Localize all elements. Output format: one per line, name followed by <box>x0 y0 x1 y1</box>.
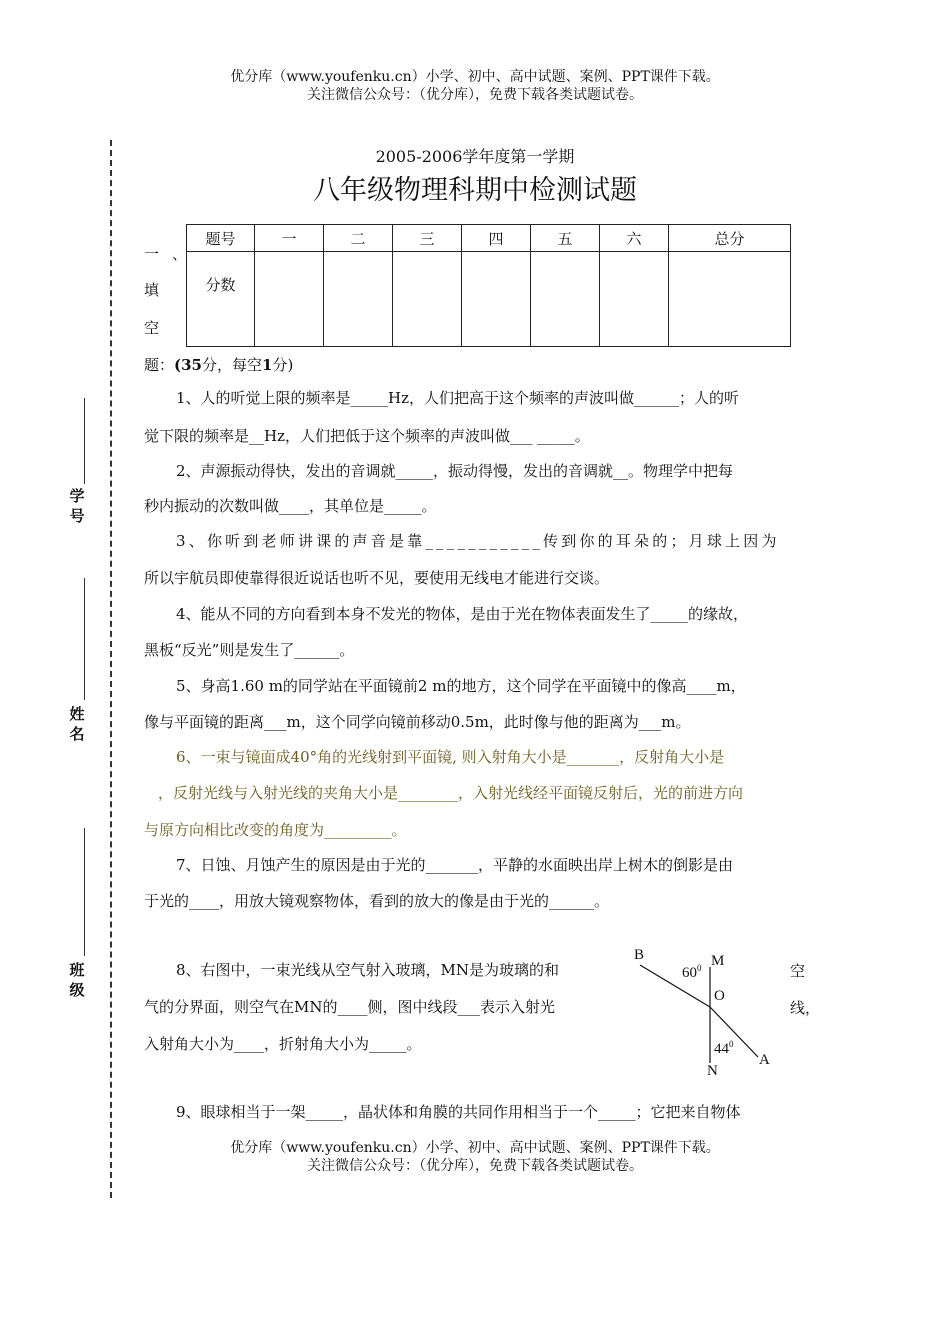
score-cell[interactable] <box>531 252 600 347</box>
question-7-line-2: 于光的____，用放大镜观察物体，看到的放大的像是由于光的______。 <box>144 892 610 910</box>
question-1-line-2: 觉下限的频率是__Hz，人们把低于这个频率的声波叫做___ _____。 <box>144 427 590 445</box>
class-label: 班级 <box>69 961 85 999</box>
name-label: 姓名 <box>69 705 85 743</box>
score-cell[interactable] <box>393 252 462 347</box>
score-table-header-row <box>187 225 791 252</box>
score-col-2: 二 <box>324 225 393 252</box>
question-2-line-1: 2、声源振动得快，发出的音调就_____，振动得慢，发出的音调就__。物理学中把每 <box>176 462 734 480</box>
section-heading: 题：(35分，每空1分) <box>144 356 294 374</box>
diagram-label-M: M <box>711 953 725 969</box>
binding-dashed-line <box>110 140 112 1198</box>
question-6-line-3: 与原方向相比改变的角度为_________。 <box>144 821 407 839</box>
question-5-line-2: 像与平面镜的距离___m，这个同学向镜前移动0.5m，此时像与他的距离为___m。 <box>144 713 691 731</box>
question-3-line-2: 所以宇航员即使靠得很近说话也听不见，要使用无线电才能进行交谈。 <box>144 569 610 587</box>
section-char-1: 一 <box>144 245 160 263</box>
diagram-angle-top: $60^0$ <box>682 963 702 981</box>
diagram-label-A: A <box>759 1052 770 1068</box>
score-col-1: 一 <box>255 225 324 252</box>
score-cell[interactable] <box>600 252 669 347</box>
question-9-line-1: 9、眼球相当于一架_____，晶状体和角膜的共同作用相当于一个_____；它把来自物体 <box>176 1103 741 1121</box>
question-6-line-1: 6、一束与镜面成40°角的光线射到平面镜, 则入射角大小是_______，反射角大小是 <box>176 748 725 766</box>
score-col-5: 五 <box>531 225 600 252</box>
diagram-label-N: N <box>707 1063 718 1079</box>
exam-title: 八年级物理科期中检测试题 <box>313 175 637 206</box>
score-row-label: 分数 <box>187 252 255 347</box>
diagram-label-B: B <box>634 947 645 963</box>
score-col-total: 总分 <box>669 225 791 252</box>
header-line-1: 优分库（www.youfenku.cn）小学、初中、高中试题、案例、PPT课件下载。 <box>230 69 720 85</box>
section-char-4: 空 <box>144 319 160 337</box>
question-3-line-1: 3、你听到老师讲课的声音是靠___________传到你的耳朵的；月球上因为 <box>176 532 780 550</box>
question-8-line-1: 8、右图中，一束光线从空气射入玻璃，MN是为玻璃的和 <box>176 961 560 979</box>
exam-term: 2005-2006学年度第一学期 <box>375 147 575 166</box>
score-cell[interactable] <box>324 252 393 347</box>
score-cell[interactable] <box>255 252 324 347</box>
student-id-rule <box>84 398 85 484</box>
score-cell[interactable] <box>462 252 531 347</box>
diagram-angle-bottom: $44^0$ <box>714 1039 734 1057</box>
score-col-3: 三 <box>393 225 462 252</box>
question-6-line-2: ，反射光线与入射光线的夹角大小是________，入射光线经平面镜反射后，光的前进方向 <box>158 784 744 802</box>
score-table-score-row <box>187 252 791 347</box>
score-cell-total[interactable] <box>669 252 791 347</box>
question-4-line-2: 黑板“反光”则是发生了______。 <box>144 641 355 659</box>
header-line-2: 关注微信公众号：（优分库），免费下载各类试题试卷。 <box>307 87 643 103</box>
question-4-line-1: 4、能从不同的方向看到本身不发光的物体，是由于光在物体表面发生了_____的缘故， <box>176 605 749 623</box>
question-8-line-2: 气的分界面，则空气在MN的____侧，图中线段___表示入射光 <box>144 998 555 1016</box>
footer-line-1: 优分库（www.youfenku.cn）小学、初中、高中试题、案例、PPT课件下载。 <box>230 1140 720 1156</box>
name-rule <box>84 578 85 700</box>
question-8-line-3: 入射角大小为____，折射角大小为_____。 <box>144 1035 422 1053</box>
score-col-4: 四 <box>462 225 531 252</box>
diagram-label-O: O <box>714 988 725 1004</box>
score-table <box>186 224 791 347</box>
footer-line-2: 关注微信公众号：（优分库），免费下载各类试题试卷。 <box>307 1158 643 1174</box>
section-char-3: 填 <box>144 281 160 299</box>
question-8-line-2-end: 线， <box>790 999 821 1017</box>
score-table-label: 题号 <box>187 225 255 252</box>
question-1-line-1: 1、人的听觉上限的频率是_____Hz，人们把高于这个频率的声波叫做______；人的听 <box>176 389 740 407</box>
question-2-line-2: 秒内振动的次数叫做____，其单位是_____。 <box>144 497 437 515</box>
question-5-line-1: 5、身高1.60 m的同学站在平面镜前2 m的地方，这个同学在平面镜中的像高____m， <box>176 677 746 695</box>
score-col-6: 六 <box>600 225 669 252</box>
class-rule <box>84 828 85 956</box>
question-8-line-1-end: 空 <box>790 962 806 980</box>
section-char-2: 、 <box>172 245 188 263</box>
question-7-line-1: 7、日蚀、月蚀产生的原因是由于光的_______，平静的水面映出岸上树木的倒影是由 <box>176 856 734 874</box>
student-id-label: 学号 <box>69 487 85 525</box>
